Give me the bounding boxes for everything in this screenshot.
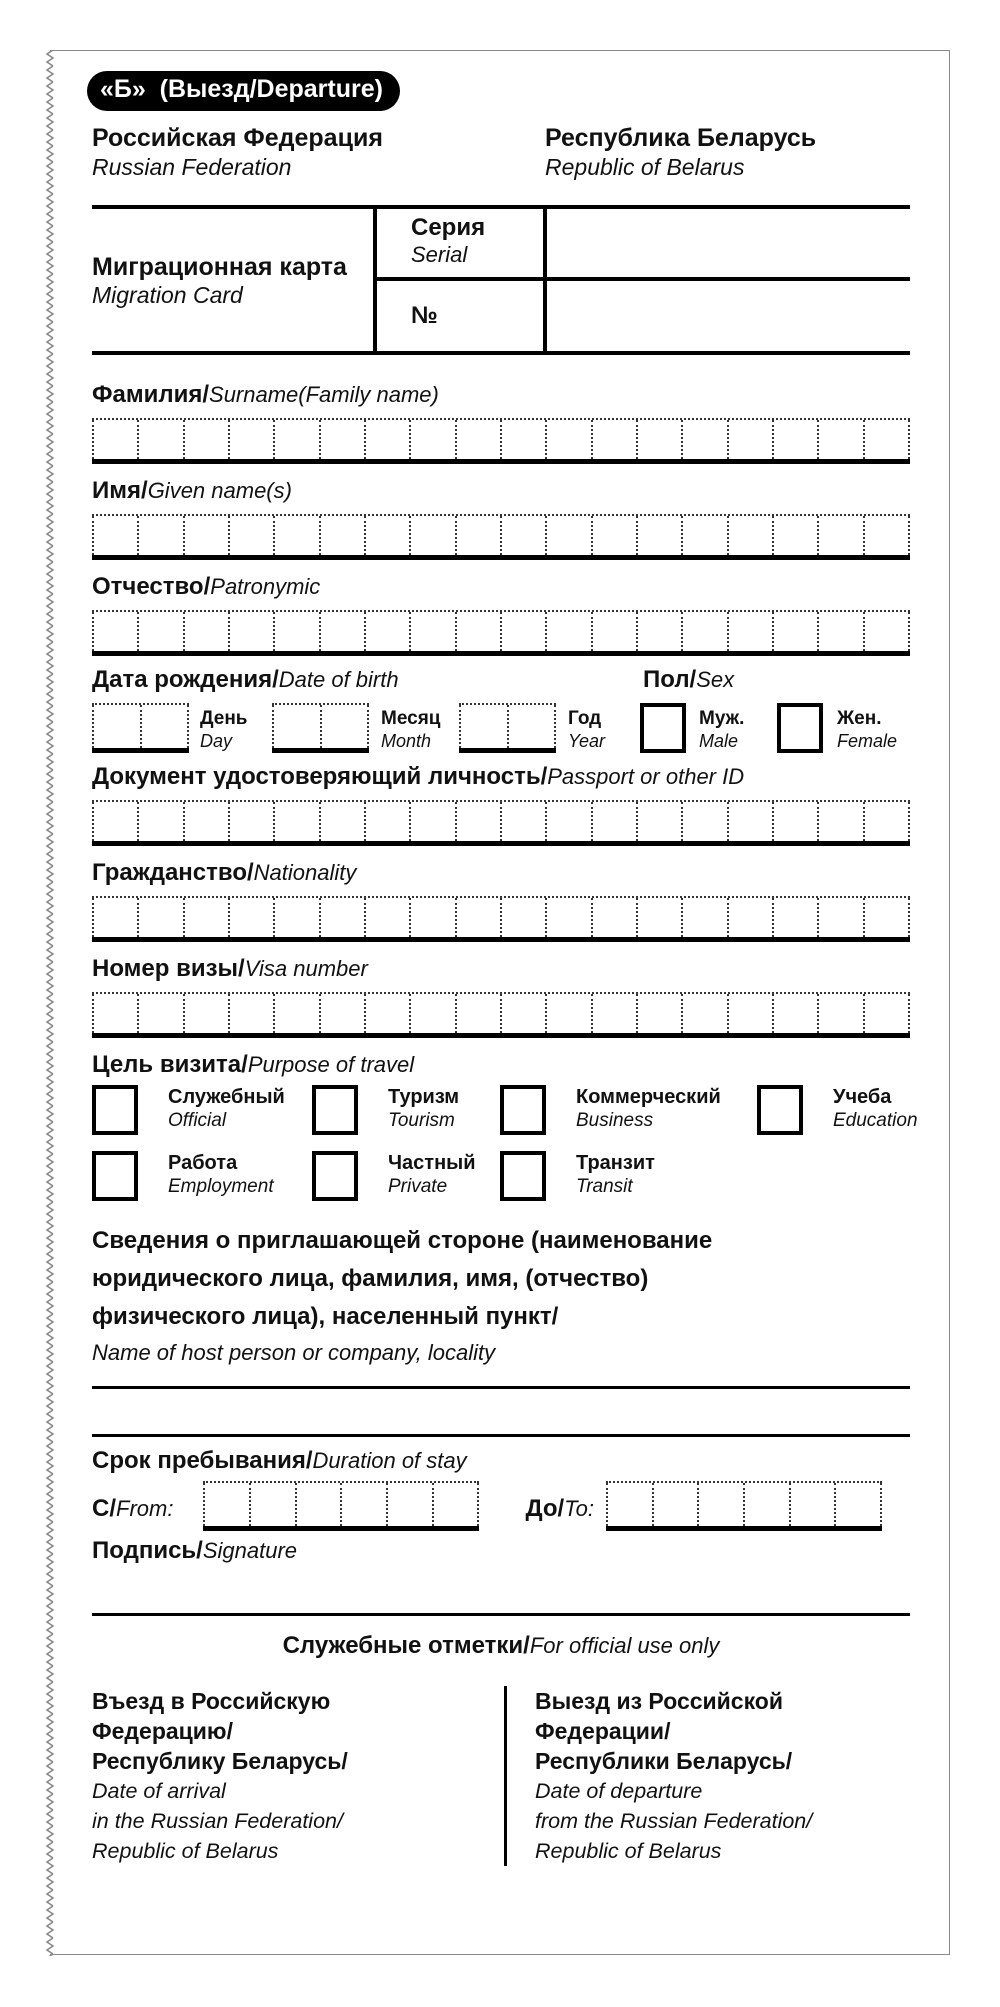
arrival-column (92, 1686, 504, 1866)
char-cell[interactable] (817, 420, 862, 459)
purpose-transit-item (500, 1151, 757, 1201)
female-label: Жен. Female (837, 708, 898, 751)
char-cell[interactable] (455, 898, 500, 937)
char-cell[interactable] (183, 612, 228, 651)
sex-female-checkbox[interactable] (777, 703, 823, 753)
char-cell[interactable] (319, 420, 364, 459)
char-cell[interactable] (364, 802, 409, 841)
char-cell[interactable] (455, 994, 500, 1033)
char-cell[interactable] (652, 1483, 698, 1526)
char-cell[interactable] (636, 420, 681, 459)
char-cell[interactable] (228, 612, 273, 651)
char-cell[interactable] (249, 1483, 295, 1526)
char-cell[interactable] (137, 898, 182, 937)
char-cell[interactable] (772, 420, 817, 459)
char-cell[interactable] (817, 612, 862, 651)
char-cell[interactable] (681, 898, 726, 937)
document-label: Документ удостоверяющий личность/Passport or other ID (92, 763, 745, 790)
dob-day-boxes[interactable] (92, 703, 189, 753)
purpose-transit-label: Транзит Transit (576, 1152, 655, 1197)
char-cell[interactable] (545, 420, 590, 459)
given-name-label: Имя/Given name(s) (92, 477, 292, 504)
char-cell[interactable] (273, 612, 318, 651)
purpose-private-item (312, 1151, 500, 1201)
char-cell[interactable] (772, 898, 817, 937)
to-label: До/To: (525, 1495, 594, 1522)
char-cell[interactable] (727, 802, 772, 841)
number-label-cell (377, 281, 547, 351)
char-cell[interactable] (772, 612, 817, 651)
nationality-input-boxes[interactable] (92, 896, 910, 942)
departure-en-line-3: Republic of Belarus (535, 1839, 722, 1863)
visa-number-label: Номер визы/Visa number (92, 955, 368, 982)
char-cell[interactable] (92, 420, 137, 459)
purpose-label: Цель визита/Purpose of travel (92, 1051, 415, 1078)
char-cell[interactable] (636, 898, 681, 937)
male-label: Муж. Male (699, 708, 745, 751)
char-cell[interactable] (743, 1483, 789, 1526)
char-cell[interactable] (364, 516, 409, 555)
char-cell[interactable] (727, 994, 772, 1033)
char-cell[interactable] (409, 612, 454, 651)
purpose-row-1 (92, 1085, 918, 1135)
char-cell[interactable] (137, 612, 182, 651)
arrival-en-line-3: Republic of Belarus (92, 1839, 279, 1863)
char-cell[interactable] (183, 802, 228, 841)
signature-label: Подпись/Signature (92, 1537, 298, 1564)
char-cell[interactable] (727, 898, 772, 937)
day-label: День Day (200, 708, 248, 751)
char-cell[interactable] (591, 612, 636, 651)
dob-and-sex-labels (92, 666, 910, 694)
purpose-private-checkbox[interactable] (312, 1151, 358, 1201)
serial-label-en: Serial (411, 242, 468, 267)
char-cell[interactable] (295, 1483, 341, 1526)
country-header (92, 123, 910, 181)
purpose-official-label: Служебный Official (168, 1086, 285, 1131)
char-cell[interactable] (273, 420, 318, 459)
char-cell[interactable] (636, 516, 681, 555)
char-cell[interactable] (636, 802, 681, 841)
char-cell[interactable] (409, 898, 454, 937)
char-cell[interactable] (789, 1483, 835, 1526)
char-cell[interactable] (591, 898, 636, 937)
purpose-employment-label: Работа Employment (168, 1152, 274, 1197)
char-cell[interactable] (183, 516, 228, 555)
char-cell[interactable] (183, 898, 228, 937)
char-cell[interactable] (591, 994, 636, 1033)
char-cell[interactable] (727, 420, 772, 459)
from-label: С/From: (92, 1495, 174, 1522)
char-cell[interactable] (500, 516, 545, 555)
sex-label: Пол/Sex (643, 666, 735, 693)
purpose-education-item (757, 1085, 918, 1135)
char-cell[interactable] (500, 802, 545, 841)
char-cell[interactable] (507, 705, 557, 748)
char-cell[interactable] (319, 994, 364, 1033)
char-cell[interactable] (863, 516, 910, 555)
purpose-tourism-item (312, 1085, 500, 1135)
arrival-en-line-2: in the Russian Federation/ (92, 1809, 343, 1833)
country-left-ru: Российская Федерация (92, 124, 383, 152)
departure-en-line-1: Date of departure (535, 1779, 703, 1803)
char-cell[interactable] (863, 898, 910, 937)
char-cell[interactable] (92, 898, 137, 937)
country-left (92, 123, 545, 181)
char-cell[interactable] (455, 802, 500, 841)
char-cell[interactable] (319, 612, 364, 651)
char-cell[interactable] (228, 420, 273, 459)
surname-input-boxes[interactable] (92, 418, 910, 464)
document-input-boxes[interactable] (92, 800, 910, 846)
host-label-line-en: Name of host person or company, locality (92, 1340, 496, 1365)
country-right-en: Republic of Belarus (545, 154, 745, 180)
purpose-transit-checkbox[interactable] (500, 1151, 546, 1201)
arrival-ru-line-2: Федерацию/ (92, 1718, 233, 1744)
char-cell[interactable] (834, 1483, 882, 1526)
number-value-field[interactable] (547, 281, 910, 351)
serial-label-cell (377, 209, 547, 281)
card-title-ru: Миграционная карта (92, 252, 347, 281)
duration-from-boxes[interactable] (203, 1481, 479, 1531)
char-cell[interactable] (409, 516, 454, 555)
char-cell[interactable] (432, 1483, 480, 1526)
purpose-tourism-label: Туризм Tourism (388, 1086, 460, 1131)
char-cell[interactable] (863, 994, 910, 1033)
host-label-line-3: физического лица), населенный пункт/ (92, 1303, 559, 1330)
char-cell[interactable] (364, 612, 409, 651)
visa-number-input-boxes[interactable] (92, 992, 910, 1038)
official-section-divider (92, 1613, 910, 1616)
sex-male-checkbox[interactable] (640, 703, 686, 753)
char-cell[interactable] (319, 516, 364, 555)
departure-ru-line-1: Выезд из Российской (535, 1688, 783, 1714)
arrival-en-line-1: Date of arrival (92, 1779, 226, 1803)
card-title-cell (92, 209, 377, 351)
char-cell[interactable] (772, 802, 817, 841)
char-cell[interactable] (545, 898, 590, 937)
serial-label-ru: Серия (411, 214, 486, 241)
char-cell[interactable] (183, 994, 228, 1033)
char-cell[interactable] (455, 612, 500, 651)
char-cell[interactable] (92, 705, 140, 748)
purpose-row-2 (92, 1151, 910, 1201)
char-cell[interactable] (817, 994, 862, 1033)
purpose-employment-checkbox[interactable] (92, 1151, 138, 1201)
host-write-line-1[interactable] (92, 1386, 910, 1389)
purpose-official-checkbox[interactable] (92, 1085, 138, 1135)
patronymic-label: Отчество/Patronymic (92, 573, 321, 600)
month-label: Месяц Month (381, 708, 441, 751)
nationality-label: Гражданство/Nationality (92, 859, 357, 886)
char-cell[interactable] (545, 802, 590, 841)
surname-label: Фамилия/Surname(Family name) (92, 381, 439, 408)
char-cell[interactable] (863, 420, 910, 459)
perforation-edge (42, 50, 58, 1956)
country-right (545, 123, 816, 181)
char-cell[interactable] (636, 612, 681, 651)
char-cell[interactable] (409, 994, 454, 1033)
departure-ru-line-3: Республики Беларусь/ (535, 1748, 793, 1774)
char-cell[interactable] (591, 420, 636, 459)
duration-label: Срок пребывания/Duration of stay (92, 1447, 467, 1474)
char-cell[interactable] (636, 994, 681, 1033)
host-write-line-2[interactable] (92, 1434, 910, 1437)
char-cell[interactable] (591, 516, 636, 555)
char-cell[interactable] (727, 612, 772, 651)
char-cell[interactable] (386, 1483, 432, 1526)
dob-label: Дата рождения/Date of birth (92, 666, 399, 693)
purpose-private-label: Частный Private (388, 1152, 476, 1197)
char-cell[interactable] (92, 516, 137, 555)
char-cell[interactable] (500, 612, 545, 651)
char-cell[interactable] (591, 802, 636, 841)
char-cell[interactable] (319, 898, 364, 937)
char-cell[interactable] (364, 898, 409, 937)
char-cell[interactable] (137, 802, 182, 841)
char-cell[interactable] (320, 705, 370, 748)
given-name-input-boxes[interactable] (92, 514, 910, 560)
char-cell[interactable] (137, 994, 182, 1033)
char-cell[interactable] (228, 516, 273, 555)
duration-row (92, 1479, 910, 1531)
card-title-en: Migration Card (92, 281, 243, 308)
char-cell[interactable] (455, 420, 500, 459)
duration-to-boxes[interactable] (606, 1481, 882, 1531)
char-cell[interactable] (681, 612, 726, 651)
char-cell[interactable] (137, 420, 182, 459)
dob-month-boxes[interactable] (272, 703, 369, 753)
purpose-business-checkbox[interactable] (500, 1085, 546, 1135)
char-cell[interactable] (228, 802, 273, 841)
dob-and-sex-row (92, 701, 910, 753)
char-cell[interactable] (273, 802, 318, 841)
char-cell[interactable] (500, 898, 545, 937)
char-cell[interactable] (863, 612, 910, 651)
char-cell[interactable] (500, 994, 545, 1033)
char-cell[interactable] (459, 705, 507, 748)
arrival-ru-line-1: Въезд в Российскую (92, 1688, 331, 1714)
char-cell[interactable] (727, 516, 772, 555)
char-cell[interactable] (203, 1483, 249, 1526)
year-label: Год Year (568, 708, 606, 751)
purpose-business-item (500, 1085, 757, 1135)
purpose-employment-item (92, 1151, 312, 1201)
char-cell[interactable] (92, 802, 137, 841)
form-part-badge: «Б» (Выезд/Departure) (87, 71, 400, 111)
char-cell[interactable] (697, 1483, 743, 1526)
purpose-official-item (92, 1085, 312, 1135)
char-cell[interactable] (606, 1483, 652, 1526)
host-label-line-2: юридического лица, фамилия, имя, (отчество) (92, 1265, 649, 1292)
arrival-ru-line-3: Республику Беларусь/ (92, 1748, 348, 1774)
char-cell[interactable] (340, 1483, 386, 1526)
char-cell[interactable] (273, 994, 318, 1033)
host-info-label (92, 1222, 910, 1370)
char-cell[interactable] (137, 516, 182, 555)
char-cell[interactable] (92, 612, 137, 651)
migration-card-part-b (50, 50, 950, 1955)
char-cell[interactable] (455, 516, 500, 555)
country-right-ru: Республика Беларусь (545, 124, 817, 152)
dob-year-boxes[interactable] (459, 703, 556, 753)
serial-number-table (92, 205, 910, 355)
number-sign: № (411, 302, 438, 329)
char-cell[interactable] (545, 994, 590, 1033)
purpose-education-checkbox[interactable] (757, 1085, 803, 1135)
char-cell[interactable] (817, 516, 862, 555)
char-cell[interactable] (272, 705, 320, 748)
char-cell[interactable] (364, 994, 409, 1033)
purpose-business-label: Коммерческий Business (576, 1086, 721, 1131)
char-cell[interactable] (364, 420, 409, 459)
departure-en-line-2: from the Russian Federation/ (535, 1809, 813, 1833)
char-cell[interactable] (681, 802, 726, 841)
char-cell[interactable] (228, 994, 273, 1033)
char-cell[interactable] (681, 994, 726, 1033)
serial-value-field[interactable] (547, 209, 910, 281)
char-cell[interactable] (863, 802, 910, 841)
purpose-education-label: Учеба Education (833, 1086, 918, 1131)
char-cell[interactable] (500, 420, 545, 459)
char-cell[interactable] (92, 994, 137, 1033)
country-left-en: Russian Federation (92, 154, 292, 180)
char-cell[interactable] (545, 612, 590, 651)
departure-column (504, 1686, 910, 1866)
char-cell[interactable] (183, 420, 228, 459)
official-columns (92, 1686, 910, 1866)
char-cell[interactable] (273, 898, 318, 937)
host-label-line-1: Сведения о приглашающей стороне (наименование (92, 1227, 713, 1254)
patronymic-input-boxes[interactable] (92, 610, 910, 656)
char-cell[interactable] (772, 994, 817, 1033)
char-cell[interactable] (681, 516, 726, 555)
char-cell[interactable] (772, 516, 817, 555)
char-cell[interactable] (273, 516, 318, 555)
purpose-tourism-checkbox[interactable] (312, 1085, 358, 1135)
char-cell[interactable] (409, 420, 454, 459)
char-cell[interactable] (817, 802, 862, 841)
char-cell[interactable] (140, 705, 190, 748)
char-cell[interactable] (545, 516, 590, 555)
char-cell[interactable] (817, 898, 862, 937)
official-heading: Служебные отметки/For official use only (282, 1632, 720, 1659)
char-cell[interactable] (681, 420, 726, 459)
char-cell[interactable] (319, 802, 364, 841)
char-cell[interactable] (228, 898, 273, 937)
char-cell[interactable] (409, 802, 454, 841)
departure-ru-line-2: Федерации/ (535, 1718, 671, 1744)
